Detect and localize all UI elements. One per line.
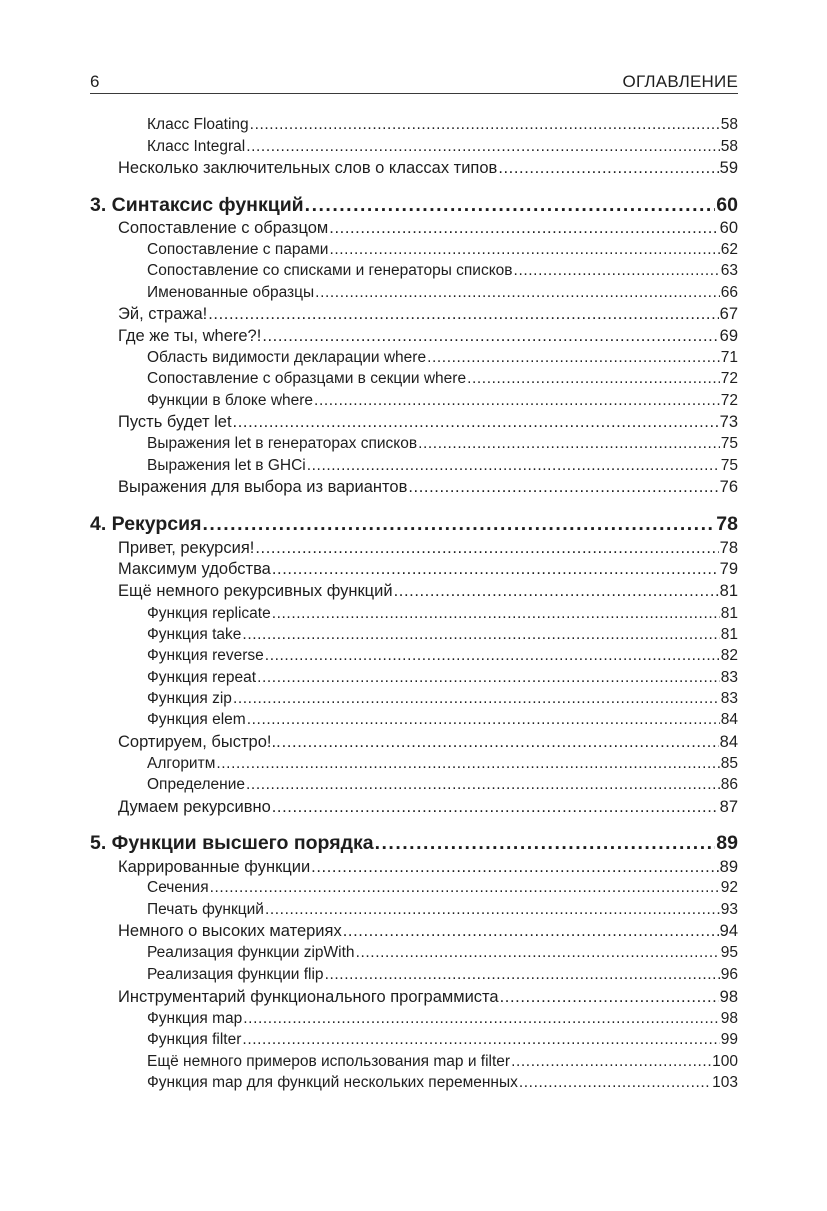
toc-entry-page: 58 [720,138,738,155]
toc-sub-entry [147,282,738,303]
dot-leader [210,877,720,898]
toc-entry-title: Именованные образцы [147,284,315,301]
toc-section-entry [118,796,738,818]
dot-leader [329,239,719,260]
toc-entry-title: Функции в блоке where [147,392,314,409]
toc-entry-page: 85 [720,755,738,772]
toc-sub-entry [147,1008,738,1029]
toc-entry-page: 60 [719,219,738,237]
toc-sub-entry [147,239,738,260]
toc-section-entry [118,411,738,433]
dot-leader [325,964,720,985]
toc-entry-page: 86 [720,776,738,793]
dot-leader [511,1051,711,1072]
dot-leader [246,136,720,157]
dot-leader [243,1008,719,1029]
running-title: ОГЛАВЛЕНИЕ [622,72,738,91]
toc-entry-title: Область видимости декларации where [147,349,427,366]
toc-entry-title: Думаем рекурсивно [118,798,271,816]
dot-leader [265,645,720,666]
dot-leader [282,731,719,753]
toc-entry-title: Сопоставление с образцами в секции where [147,370,467,387]
toc-sub-entry [147,1051,738,1072]
dot-leader [356,942,720,963]
toc-chapter-entry [90,191,738,219]
toc-entry-page: 96 [720,966,738,983]
toc-entry-title: Ещё немного примеров использования map и filter [147,1053,511,1070]
toc-sub-entry [147,667,738,688]
toc-sub-entry [147,645,738,666]
toc-entry-title: Сортируем, быстро!.. [118,733,281,751]
toc-entry-page: 81 [719,582,738,600]
toc-entry-page: 81 [720,626,738,643]
toc-entry-title: Сечения [147,879,209,896]
toc-entry-page: 94 [719,922,738,940]
dot-leader [467,368,720,389]
toc-entry-title: Где же ты, where?! [118,327,262,345]
toc-sub-entry [147,455,738,476]
dot-leader [500,986,719,1008]
toc-section-entry [118,303,738,325]
toc-section-entry [118,731,738,753]
toc-entry-title: 4. Рекурсия [90,513,202,535]
toc-sub-entry [147,774,738,795]
toc-section-entry [118,157,738,179]
toc-entry-page: 84 [720,711,738,728]
toc-entry-page: 62 [720,241,738,258]
toc-entry-title: Функция replicate [147,605,271,622]
dot-leader [216,753,719,774]
toc-entry-title: Эй, стража! [118,305,208,323]
dot-leader [233,411,719,433]
toc-entry-title: Класс Integral [147,138,246,155]
toc-entry-title: Сопоставление с парами [147,241,329,258]
dot-leader [262,325,718,347]
toc-section-entry [118,217,738,239]
toc-entry-page: 99 [720,1031,738,1048]
toc-section-entry [118,325,738,347]
toc-sub-entry [147,877,738,898]
dot-leader [315,282,720,303]
dot-leader [498,157,718,179]
toc-sub-entry [147,688,738,709]
dot-leader [242,624,719,645]
dot-leader [242,1029,719,1050]
toc-entry-page: 79 [719,560,738,578]
dot-leader [514,260,720,281]
toc-entry-page: 95 [720,944,738,961]
toc-entry-title: Определение [147,776,246,793]
toc-entry-title: Несколько заключительных слов о классах типов [118,159,498,177]
toc-entry-page: 93 [720,901,738,918]
toc-sub-entry [147,964,738,985]
toc-sub-entry [147,114,738,135]
toc-entry-page: 59 [719,159,738,177]
toc-sub-entry [147,433,738,454]
toc-entry-page: 75 [720,457,738,474]
toc-entry-title: Максимум удобства [118,560,271,578]
toc-sub-entry [147,942,738,963]
toc-entry-page: 81 [720,605,738,622]
dot-leader [265,899,720,920]
toc-entry-page: 84 [719,733,738,751]
toc-entry-title: Сопоставление с образцом [118,219,329,237]
toc-entry-page: 98 [719,988,738,1006]
toc-sub-entry [147,624,738,645]
toc-section-entry [118,476,738,498]
toc-entry-page: 75 [720,435,738,452]
dot-leader [233,688,720,709]
dot-leader [375,829,716,857]
dot-leader [208,303,718,325]
toc-entry-page: 78 [716,513,738,535]
toc-entry-page: 58 [720,116,738,133]
toc-entry-title: Инструментарий функционального программиста [118,988,499,1006]
dot-leader [311,856,718,878]
toc-entry-page: 98 [720,1010,738,1027]
toc-entry-title: Пусть будет let [118,413,232,431]
toc-entry-page: 103 [712,1074,738,1091]
toc-chapter-entry [90,510,738,538]
dot-leader [418,433,720,454]
dot-leader [394,580,719,602]
toc-entry-title: Печать функций [147,901,264,918]
toc-entry-page: 100 [712,1053,738,1070]
dot-leader [307,455,720,476]
toc-entry-page: 60 [716,194,738,216]
toc-sub-entry [147,1072,738,1093]
dot-leader [272,603,720,624]
toc-entry-title: Привет, рекурсия! [118,539,255,557]
toc-entry-title: Реализация функции zipWith [147,944,355,961]
toc-entry-page: 71 [720,349,738,366]
toc-section-entry [118,580,738,602]
toc-sub-entry [147,603,738,624]
toc-sub-entry [147,368,738,389]
dot-leader [272,558,719,580]
toc-sub-entry [147,899,738,920]
toc-entry-page: 67 [719,305,738,323]
dot-leader [343,920,719,942]
toc-entry-page: 87 [719,798,738,816]
toc-entry-page: 72 [720,370,738,387]
toc-section-entry [118,856,738,878]
toc-entry-title: Функция map для функций нескольких переменных [147,1074,518,1091]
toc-entry-title: 5. Функции высшего порядка [90,832,374,854]
toc-entry-page: 69 [719,327,738,345]
toc-entry-title: Выражения let в GHCi [147,457,306,474]
dot-leader [519,1072,711,1093]
toc-entry-title: Функция take [147,626,242,643]
toc-entry-title: Сопоставление со списками и генераторы списков [147,262,513,279]
dot-leader [272,796,719,818]
toc-section-entry [118,558,738,580]
toc-entry-title: Выражения для выбора из вариантов [118,478,408,496]
toc-entry-title: Функция reverse [147,647,264,664]
toc-sub-entry [147,136,738,157]
dot-leader [257,667,720,688]
toc-entry-page: 73 [719,413,738,431]
toc-entry-title: Функция repeat [147,669,257,686]
toc-sub-entry [147,709,738,730]
toc-entry-page: 92 [720,879,738,896]
dot-leader [246,774,720,795]
toc-entry-page: 78 [719,539,738,557]
page-number: 6 [90,72,100,91]
toc-sub-entry [147,390,738,411]
toc-entry-page: 83 [720,690,738,707]
toc-entry-title: Функция filter [147,1031,242,1048]
dot-leader [427,347,720,368]
toc-chapter-entry [90,829,738,857]
dot-leader [255,537,718,559]
toc-section-entry [118,920,738,942]
toc-entry-title: Функция zip [147,690,232,707]
toc-sub-entry [147,753,738,774]
toc-sub-entry [147,347,738,368]
toc-entry-title: Класс Floating [147,116,249,133]
toc-entry-title: Ещё немного рекурсивных функций [118,582,393,600]
toc-sub-entry [147,260,738,281]
toc-entry-page: 66 [720,284,738,301]
toc-entry-page: 76 [719,478,738,496]
toc-entry-title: 3. Синтаксис функций [90,194,304,216]
toc-entry-title: Функция map [147,1010,243,1027]
toc-sub-entry [147,1029,738,1050]
dot-leader [250,114,720,135]
dot-leader [305,191,716,219]
toc-entry-page: 72 [720,392,738,409]
toc-entry-title: Немного о высоких материях [118,922,342,940]
dot-leader [203,510,716,538]
toc-entry-title: Реализация функции flip [147,966,324,983]
toc-entry-page: 82 [720,647,738,664]
toc-entry-title: Функция elem [147,711,246,728]
toc-entry-page: 89 [716,832,738,854]
toc-entry-page: 63 [720,262,738,279]
toc-section-entry [118,537,738,559]
toc-entry-page: 83 [720,669,738,686]
toc-entry-title: Каррированные функции [118,858,311,876]
toc-entry-page: 89 [719,858,738,876]
dot-leader [408,476,718,498]
dot-leader [314,390,720,411]
toc-section-entry [118,986,738,1008]
dot-leader [329,217,718,239]
dot-leader [247,709,720,730]
toc-entry-title: Алгоритм [147,755,216,772]
toc-entry-title: Выражения let в генераторах списков [147,435,418,452]
